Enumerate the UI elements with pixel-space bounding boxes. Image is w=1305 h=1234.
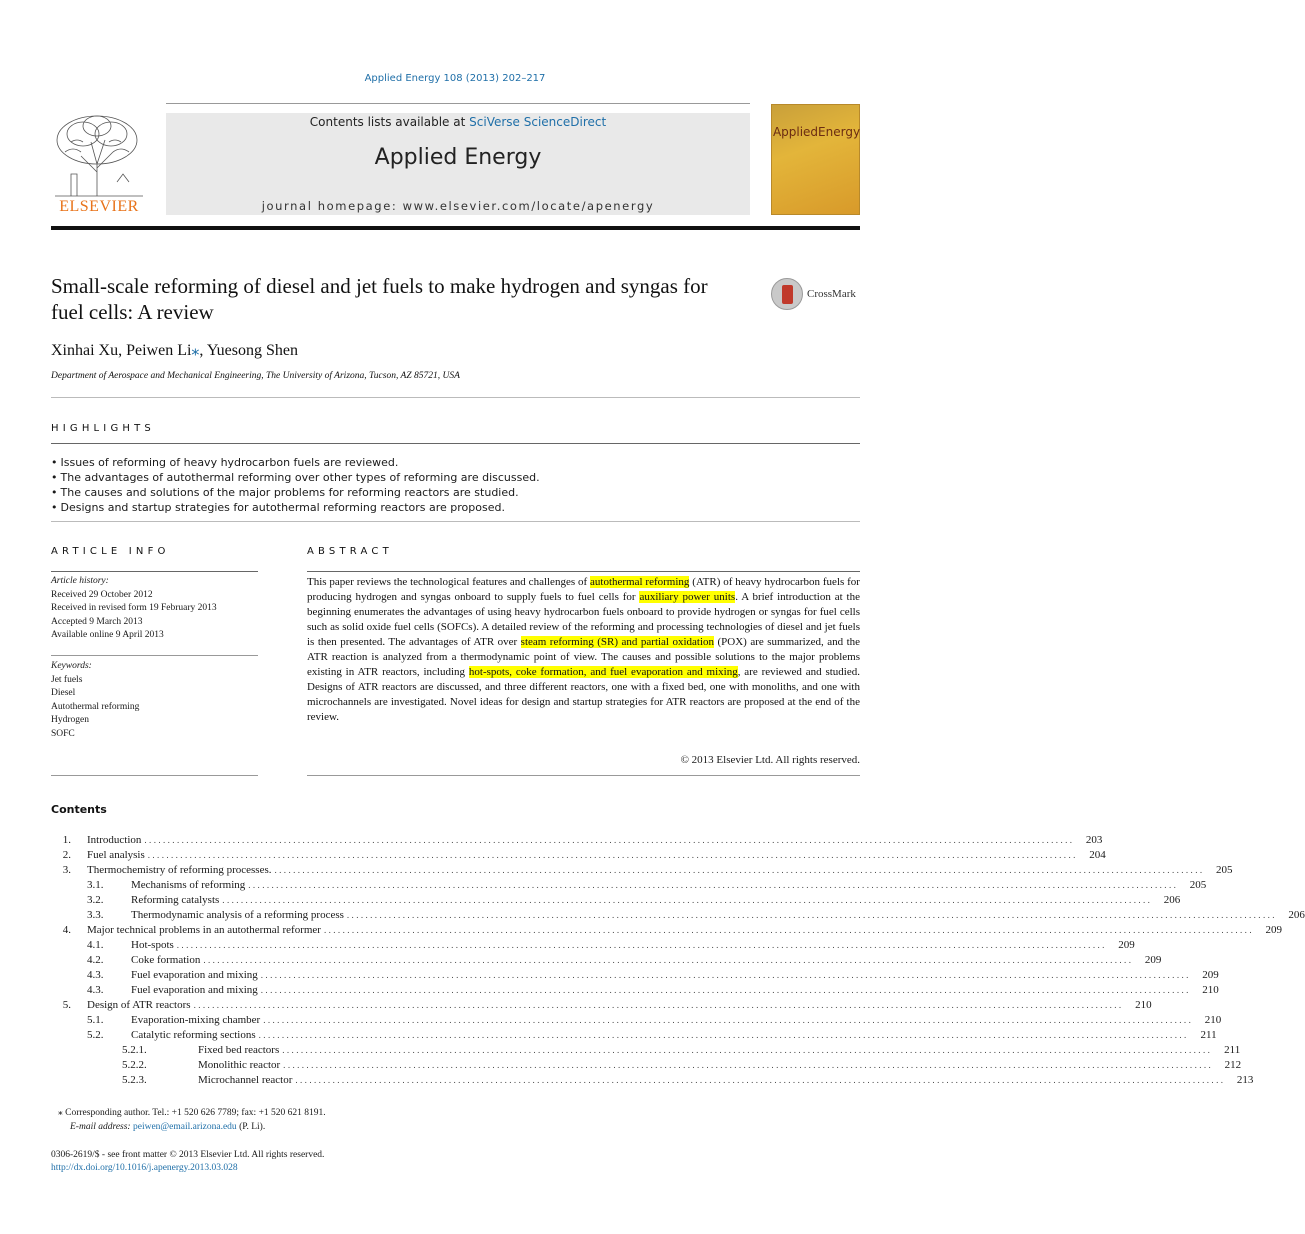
toc-page-number: 206 <box>1288 909 1305 921</box>
toc-number: 4.1. <box>87 939 104 951</box>
toc-leader: ........................................................................................................................................................................................................ <box>263 1015 1194 1025</box>
authors-last: , Yuesong Shen <box>199 342 298 359</box>
toc-page-number: 213 <box>1236 1074 1254 1086</box>
contents-availability <box>166 115 750 129</box>
cover-title: AppliedEnergy <box>772 125 861 139</box>
abstract-text: This paper reviews the technological features and challenges of autothermal reforming (ATR) of heavy hydrocarbon fuels for producing hydrogen and syngas onboard to supply fuels to fuel cells for auxiliary power units. A brief introduction at the beginning enumerates the advantages of using heavy hydrocarbon fuels onboard to provide hydrogen or syngas for fuel cells such as solid oxide fuel cells (SOFCs). A detailed review of the reforming and processing technologies of diesel and jet fuels is then presented. The advantages of ATR over steam reforming (SR) and partial oxidation (POX) are summarized, and the ATR reaction is analyzed from a thermodynamic point of view. The causes and possible solutions to the major problems existing in ATR reactors, including hot-spots, coke formation, and fuel evaporation and mixing, are reviewed and studied. Designs of ATR reactors are discussed, and three different reactors, one with a fixed bed, one with monoliths, and one with microchannels are investigated. Novel ideas for design and startup strategies for ATR reactors are proposed at the end of the review. <box>307 576 861 723</box>
toc-leader: ........................................................................................................................................................................................................ <box>283 1060 1214 1070</box>
toc-title: Design of ATR reactors <box>87 999 191 1011</box>
affiliation: Department of Aerospace and Mechanical Engineering, The University of Arizona, Tucson, AZ 85721, USA <box>51 371 460 381</box>
toc-page-number: 205 <box>1189 879 1207 891</box>
toc-page-number: 209 <box>1144 954 1162 966</box>
highlight-item: • Issues of reforming of heavy hydrocarbon fuels are reviewed. <box>51 455 860 470</box>
divider <box>51 443 860 444</box>
elsevier-logo <box>51 112 147 216</box>
toc-number: 1. <box>62 834 71 846</box>
keywords <box>51 660 261 741</box>
email-link[interactable]: peiwen@email.arizona.edu <box>132 1122 237 1132</box>
authors-first: Xinhai Xu, Peiwen Li <box>51 342 192 359</box>
toc-number: 5. <box>62 999 71 1011</box>
article-history <box>51 575 261 643</box>
toc-number: 2. <box>62 849 71 861</box>
highlight-item: • Designs and startup strategies for autothermal reforming reactors are proposed. <box>51 500 860 515</box>
toc-page-number: 211 <box>1224 1044 1241 1056</box>
toc-leader: ........................................................................................................................................................................................................ <box>258 1030 1189 1040</box>
toc-entry[interactable] <box>51 863 1233 878</box>
highlights-heading: HIGHLIGHTS <box>51 423 155 434</box>
toc-entry[interactable] <box>51 923 1282 938</box>
email-label: E-mail address: <box>70 1122 133 1132</box>
toc-leader: ........................................................................................................................................................................................................ <box>222 895 1153 905</box>
toc-entry[interactable] <box>51 1073 1254 1088</box>
toc-page-number: 205 <box>1216 864 1233 876</box>
toc-entry[interactable] <box>51 1028 1217 1043</box>
toc-entry[interactable] <box>51 938 1135 953</box>
toc-title: Fixed bed reactors <box>198 1044 280 1056</box>
toc-leader: ........................................................................................................................................................................................................ <box>203 955 1134 965</box>
toc-title: Major technical problems in an autothermal reformer <box>87 924 321 936</box>
toc-page-number: 210 <box>1202 984 1219 996</box>
toc-page-number: 209 <box>1118 939 1135 951</box>
toc-number: 3.2. <box>87 894 104 906</box>
masthead-rule <box>51 226 860 230</box>
toc-entry[interactable] <box>51 1058 1242 1073</box>
toc-title: Thermochemistry of reforming processes. <box>87 864 272 876</box>
toc-entry[interactable] <box>51 1043 1241 1058</box>
toc-entry[interactable] <box>51 893 1181 908</box>
toc-page-number: 209 <box>1265 924 1282 936</box>
highlighted-phrase: hot-spots, coke formation, and fuel evaporation and mixing <box>468 666 738 678</box>
journal-masthead <box>166 113 750 215</box>
article-title: Small-scale reforming of diesel and jet fuels to make hydrogen and syngas for fuel cells: A review <box>51 274 708 324</box>
toc-page-number: 212 <box>1224 1059 1242 1071</box>
toc-title: Coke formation <box>131 954 201 966</box>
divider <box>51 775 258 776</box>
divider <box>51 655 258 656</box>
doi-link[interactable]: http://dx.doi.org/10.1016/j.apenergy.2013.03.028 <box>51 1163 238 1173</box>
toc-entry[interactable] <box>51 968 1219 983</box>
history-entry: Available online 9 April 2013 <box>51 630 164 640</box>
toc-number: 4. <box>62 924 71 936</box>
corresponding-author-link[interactable]: ⁎ <box>191 342 200 359</box>
header-rule <box>166 103 750 104</box>
toc-page-number: 206 <box>1163 894 1181 906</box>
toc-leader: ........................................................................................................................................................................................................ <box>323 925 1254 935</box>
table-of-contents <box>51 833 1305 1088</box>
toc-leader: ........................................................................................................................................................................................................ <box>176 940 1107 950</box>
toc-page-number: 209 <box>1202 969 1219 981</box>
toc-entry[interactable] <box>51 1013 1222 1028</box>
highlighted-phrase: steam reforming (SR) and partial oxidation <box>520 636 715 648</box>
toc-title: Evaporation-mixing chamber <box>131 1014 261 1026</box>
keyword: Hydrogen <box>51 715 89 725</box>
toc-title: Microchannel reactor <box>198 1074 293 1086</box>
tree-icon <box>51 112 147 196</box>
crossmark-icon <box>771 278 803 310</box>
toc-page-number: 203 <box>1085 834 1103 846</box>
toc-title: Reforming catalysts <box>131 894 220 906</box>
toc-number: 5.2.2. <box>122 1059 147 1071</box>
toc-entry[interactable] <box>51 953 1162 968</box>
toc-leader: ........................................................................................................................................................................................................ <box>282 1045 1213 1055</box>
toc-number: 5.2.1. <box>122 1044 147 1056</box>
journal-cover[interactable] <box>771 104 860 215</box>
toc-title: Fuel evaporation and mixing <box>131 969 258 981</box>
toc-leader: ........................................................................................................................................................................................................ <box>274 865 1205 875</box>
toc-title: Monolithic reactor <box>198 1059 281 1071</box>
divider <box>51 521 860 522</box>
divider <box>51 397 860 398</box>
toc-number: 5.1. <box>87 1014 104 1026</box>
abstract-heading: ABSTRACT <box>307 546 393 557</box>
toc-page-number: 210 <box>1135 999 1152 1011</box>
toc-title: Thermodynamic analysis of a reforming process <box>131 909 344 921</box>
issn-line: 0306-2619/$ - see front matter © 2013 Elsevier Ltd. All rights reserved. <box>51 1150 325 1160</box>
toc-entry[interactable] <box>51 878 1207 893</box>
toc-entry[interactable] <box>51 983 1219 998</box>
history-entry: Received in revised form 19 February 2013 <box>51 603 217 613</box>
toc-entry[interactable] <box>51 848 1106 863</box>
toc-number: 3.3. <box>87 909 104 921</box>
toc-number: 4.3. <box>87 984 104 996</box>
journal-homepage[interactable]: journal homepage: www.elsevier.com/locate/apenergy <box>261 199 655 213</box>
history-entry: Received 29 October 2012 <box>51 589 153 600</box>
toc-number: 4.2. <box>87 954 104 966</box>
toc-page-number: 211 <box>1200 1029 1217 1041</box>
journal-citation[interactable] <box>0 73 910 84</box>
doi-line[interactable] <box>51 1163 238 1173</box>
toc-leader: ........................................................................................................................................................................................................ <box>295 1075 1226 1085</box>
toc-entry[interactable] <box>51 908 1305 923</box>
keyword: Diesel <box>51 688 76 698</box>
contents-heading: Contents <box>51 803 107 816</box>
keyword: SOFC <box>51 728 75 739</box>
contents-prefix: Contents lists available at <box>309 115 470 129</box>
elsevier-wordmark: ELSEVIER <box>59 198 139 215</box>
crossmark-badge[interactable] <box>771 278 871 312</box>
author-list <box>51 340 298 360</box>
crossmark-label: CrossMark <box>807 288 856 300</box>
highlighted-phrase: autothermal reforming <box>590 576 690 588</box>
highlight-item: • The advantages of autothermal reforming over other types of reforming are discussed. <box>51 470 860 485</box>
citation-link[interactable]: Applied Energy 108 (2013) 202–217 <box>364 73 546 84</box>
divider <box>307 775 860 776</box>
toc-leader: ........................................................................................................................................................................................................ <box>144 835 1075 845</box>
divider <box>51 571 258 572</box>
toc-entry[interactable] <box>51 998 1152 1013</box>
toc-title: Fuel evaporation and mixing <box>131 984 258 996</box>
toc-page-number: 210 <box>1204 1014 1222 1026</box>
sciencedirect-link[interactable]: SciVerse ScienceDirect <box>469 115 607 129</box>
history-entry: Accepted 9 March 2013 <box>51 616 143 627</box>
toc-leader: ........................................................................................................................................................................................................ <box>260 985 1191 995</box>
highlight-item: • The causes and solutions of the major problems for reforming reactors are studied. <box>51 485 860 500</box>
toc-leader: ........................................................................................................................................................................................................ <box>248 880 1179 890</box>
toc-title: Mechanisms of reforming <box>131 879 246 891</box>
keywords-label: Keywords: <box>51 661 92 671</box>
highlights-list <box>51 455 860 515</box>
divider <box>307 571 860 572</box>
highlighted-phrase: auxiliary power units <box>639 591 736 603</box>
toc-number: 5.2.3. <box>122 1074 147 1086</box>
history-label: Article history: <box>51 576 109 586</box>
keyword: Autothermal reforming <box>51 701 140 712</box>
toc-leader: ........................................................................................................................................................................................................ <box>193 1000 1124 1010</box>
corresponding-author-note: ⁎ Corresponding author. Tel.: +1 520 626 7789; fax: +1 520 621 8191. <box>58 1108 326 1118</box>
journal-title: Applied Energy <box>374 145 542 170</box>
copyright-notice: © 2013 Elsevier Ltd. All rights reserved. <box>680 754 860 766</box>
toc-leader: ........................................................................................................................................................................................................ <box>147 850 1078 860</box>
toc-title: Introduction <box>87 834 142 846</box>
toc-title: Catalytic reforming sections <box>131 1029 256 1041</box>
toc-page-number: 204 <box>1089 849 1106 861</box>
email-note: E-mail address: peiwen@email.arizona.edu (P. Li). <box>70 1122 266 1132</box>
keyword: Jet fuels <box>51 674 83 685</box>
toc-title: Fuel analysis <box>87 849 145 861</box>
toc-leader: ........................................................................................................................................................................................................ <box>346 910 1277 920</box>
toc-number: 3.1. <box>87 879 104 891</box>
toc-title: Hot-spots <box>131 939 174 951</box>
toc-leader: ........................................................................................................................................................................................................ <box>260 970 1191 980</box>
toc-number: 5.2. <box>87 1029 104 1041</box>
toc-number: 4.3. <box>87 969 104 981</box>
article-info-heading: ARTICLE INFO <box>51 546 170 557</box>
toc-entry[interactable] <box>51 833 1103 848</box>
toc-number: 3. <box>62 864 71 876</box>
